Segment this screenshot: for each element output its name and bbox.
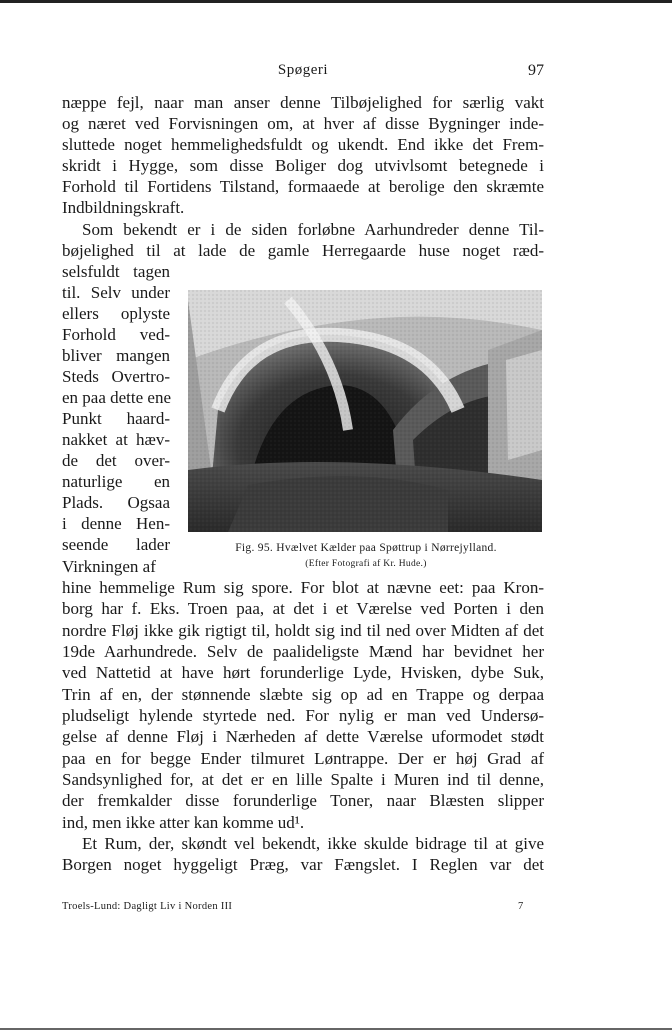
running-title: Spøgeri xyxy=(277,62,329,78)
body-line: Forhold til Fortidens Tilstand, formaaede at berolige den skræmte xyxy=(62,177,544,196)
wrap-line: selsfuldt tagen xyxy=(62,262,170,281)
figure-credit: (Efter Fotografi af Kr. Hude.) xyxy=(305,559,427,569)
body-line: ind, men ikke atter kan komme ud¹. xyxy=(62,813,305,832)
wrap-line: nakket at hæv- xyxy=(62,430,170,449)
vaulted-cellar-photo xyxy=(188,290,542,532)
wrap-line: i denne Hen- xyxy=(62,514,170,533)
wrap-line: naturlige en xyxy=(62,472,170,491)
body-line: Indbildningskraft. xyxy=(62,198,185,217)
figure-caption: Fig. 95. Hvælvet Kælder paa Spøttrup i Nørrejylland. xyxy=(235,542,497,554)
footer-signature-text: Troels-Lund: Dagligt Liv i Norden III xyxy=(62,901,233,912)
body-line: hine hemmelige Rum sig spore. For blot at nævne eet: paa Kron- xyxy=(62,578,544,597)
wrap-line: seende lader xyxy=(62,535,170,554)
wrap-line: de det over- xyxy=(62,451,170,470)
body-line: pludseligt hylende styrtede ned. For nylig er man ved Undersø- xyxy=(62,706,544,725)
body-line: nordre Fløj ikke gik rigtigt til, holdt sig ind til ned over Midten af det xyxy=(62,621,544,640)
body-line: Et Rum, der, skøndt vel bekendt, ikke skulde bidrage til at give xyxy=(82,834,544,853)
wrap-line: Punkt haard- xyxy=(62,409,170,428)
footer-sheet-number: 7 xyxy=(518,901,524,912)
body-line: Borgen noget hyggeligt Præg, var Fængslet. I Reglen var det xyxy=(62,855,544,874)
body-line: og næret ved Forvisningen om, at hver af disse Bygninger inde- xyxy=(62,114,544,133)
wrap-line: Plads. Ogsaa xyxy=(62,493,170,512)
body-line: Trin af en, der stønnende slæbte sig op ad en Trappe og derpaa xyxy=(62,685,544,704)
body-line: der fremkalder disse forunderlige Toner, naar Blæsten slipper xyxy=(62,791,544,810)
body-line: borg har f. Eks. Troen paa, at det i et Værelse ved Porten i den xyxy=(62,599,544,618)
wrap-line: Steds Overtro- xyxy=(62,367,170,386)
wrap-line: ellers oplyste xyxy=(62,304,170,323)
body-line: 19de Aarhundrede. Selv de paalideligste Mænd har bevidnet her xyxy=(62,642,544,661)
body-line: bøjelighed til at lade de gamle Herregaarde huse noget ræd- xyxy=(62,241,544,260)
wrap-line: en paa dette ene xyxy=(62,388,172,407)
wrap-line: Virkningen af xyxy=(62,557,156,576)
running-head xyxy=(62,62,544,82)
body-line: ved Nattetid at have hørt forunderlige Lyde, Hvisken, dybe Suk, xyxy=(62,663,544,682)
page-number: 97 xyxy=(528,62,544,79)
body-line: Sandsynlighed for, at det er en lille Spalte i Muren ind til denne, xyxy=(62,770,544,789)
body-line: næppe fejl, naar man anser denne Tilbøjelighed for særlig vakt xyxy=(62,93,544,112)
body-line: gelse af denne Fløj i Nærheden af dette Værelse uformodet stødt xyxy=(62,727,544,746)
wrap-line: bliver mangen xyxy=(62,346,170,365)
body-line: Som bekendt er i de siden forløbne Aarhundreder denne Til- xyxy=(82,220,544,239)
wrap-line: til. Selv under xyxy=(62,283,170,302)
top-edge-rule xyxy=(0,0,672,3)
body-line: sluttede noget hemmelighedsfuldt og ukendt. End ikke det Frem- xyxy=(62,135,544,154)
body-line: paa en for begge Ender tilmuret Løntrappe. Der er høj Grad af xyxy=(62,749,544,768)
wrap-line: Forhold ved- xyxy=(62,325,170,344)
body-line: skridt i Hygge, som disse Boliger dog utvivlsomt betegnede i xyxy=(62,156,544,175)
bottom-edge-rule xyxy=(0,1028,672,1030)
